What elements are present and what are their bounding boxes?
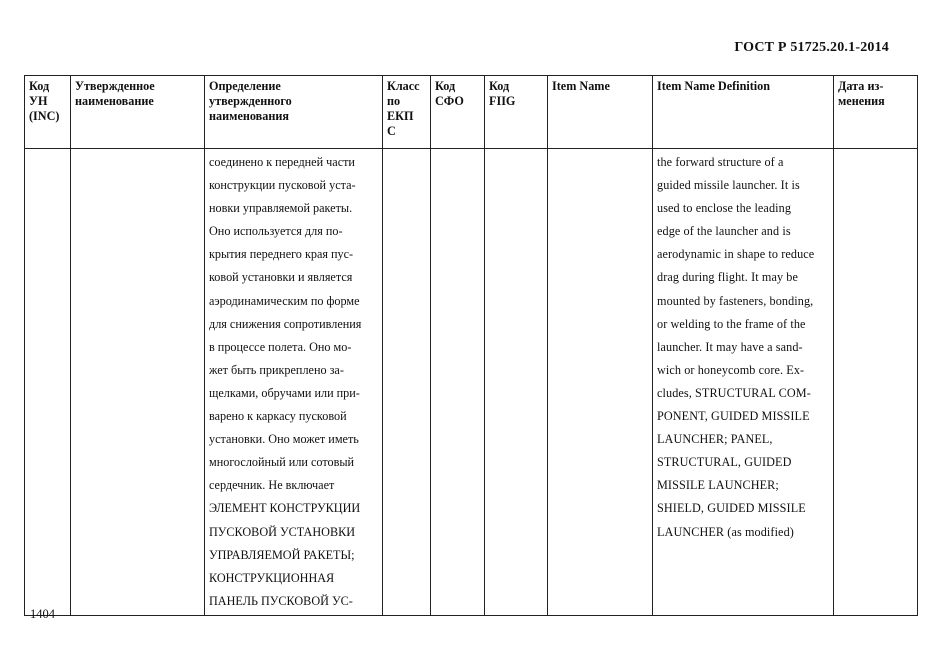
text-line: cludes, STRUCTURAL COM- [657,385,811,400]
text-line: the forward structure of a [657,155,784,169]
text-line: used to enclose the leading [657,201,792,216]
col-header-line: С [387,124,396,138]
definitions-table [24,75,918,616]
col-header-line: ЕКП [387,109,414,123]
header-row [25,76,918,149]
text-line: ковой установки и является [209,270,353,285]
text-line: установки. Оно может иметь [209,432,359,447]
col-header-line: наименования [209,109,289,123]
text-line: launcher. It may have a sand- [657,339,803,354]
col-header-line: Item Name Definition [657,79,771,93]
text-line: LAUNCHER (as modified) [657,524,794,539]
text-line: конструкции пусковой уста- [209,178,356,193]
text-line: ПУСКОВОЙ УСТАНОВКИ [209,524,356,539]
col-header-line: FIIG [489,94,516,108]
cell-change-date [834,149,918,616]
col-header-line: Код [29,79,50,93]
col-header-line: утвержденного [209,94,292,108]
cell-inc [25,149,71,616]
text-line: УПРАВЛЯЕМОЙ РАКЕТЫ; [209,547,355,562]
table-row [25,149,918,616]
text-line: КОНСТРУКЦИОННАЯ [209,570,335,585]
col-header-line: наименование [75,94,154,108]
col-header-line: СФО [435,94,464,108]
col-header-line: по [387,94,401,108]
col-header-item-name [548,76,653,149]
text-line: aerodynamic in shape to reduce [657,247,815,262]
col-header-line: Дата из- [838,79,884,93]
cell-ekps-class [383,149,431,616]
cell-sfo-code [431,149,485,616]
text-line: ПАНЕЛЬ ПУСКОВОЙ УС- [209,593,353,608]
col-header-change-date [834,76,918,149]
text-line: крытия переднего края пус- [209,247,354,262]
page-number: 1404 [30,607,55,621]
text-line: PONENT, GUIDED MISSILE [657,409,810,424]
col-header-inc [25,76,71,149]
col-header-line: УН [29,94,48,108]
cell-approved-name [71,149,205,616]
col-header-line: Код [435,79,456,93]
text-line: or welding to the frame of the [657,316,806,331]
text-line: новки управляемой ракеты. [209,201,353,216]
cell-fiig-code [485,149,548,616]
col-header-fiig-code [485,76,548,149]
text-line: wich or honeycomb core. Ex- [657,362,805,377]
cell-item-name [548,149,653,616]
text-line: для снижения сопротивления [209,316,362,331]
text-line: соединено к передней части [209,155,355,169]
col-header-line: (INC) [29,109,60,123]
text-line: mounted by fasteners, bonding, [657,293,814,308]
col-header-ekps-class [383,76,431,149]
cell-definition-ru [205,149,383,616]
col-header-item-name-definition [653,76,834,149]
col-header-approved-name [71,76,205,149]
col-header-definition [205,76,383,149]
text-line: SHIELD, GUIDED MISSILE [657,501,806,516]
text-line: жет быть прикреплено за- [209,362,344,377]
text-line: LAUNCHER; PANEL, [657,432,773,447]
col-header-line: Утвержденное [75,79,155,93]
text-line: щелками, обручами или при- [209,385,360,400]
col-header-line: Класс [387,79,420,93]
cell-definition-en [653,149,834,616]
col-header-line: менения [838,94,885,108]
col-header-line: Item Name [552,79,610,93]
text-line: guided missile launcher. It is [657,178,800,193]
document-code: ГОСТ Р 51725.20.1-2014 [734,40,889,55]
text-line: ЭЛЕМЕНТ КОНСТРУКЦИИ [209,501,361,516]
text-line: многослойный или сотовый [209,455,355,470]
text-line: аэродинамическим по форме [209,293,360,308]
text-line: MISSILE LAUNCHER; [657,478,779,493]
text-line: edge of the launcher and is [657,224,791,239]
text-line: STRUCTURAL, GUIDED [657,455,792,470]
text-line: Оно используется для по- [209,224,343,239]
text-line: в процессе полета. Оно мо- [209,339,352,354]
col-header-line: Код [489,79,510,93]
col-header-sfo-code [431,76,485,149]
text-line: сердечник. Не включает [209,478,335,493]
col-header-line: Определение [209,79,281,93]
text-line: drag during flight. It may be [657,270,798,285]
text-line: варено к каркасу пусковой [209,409,347,424]
